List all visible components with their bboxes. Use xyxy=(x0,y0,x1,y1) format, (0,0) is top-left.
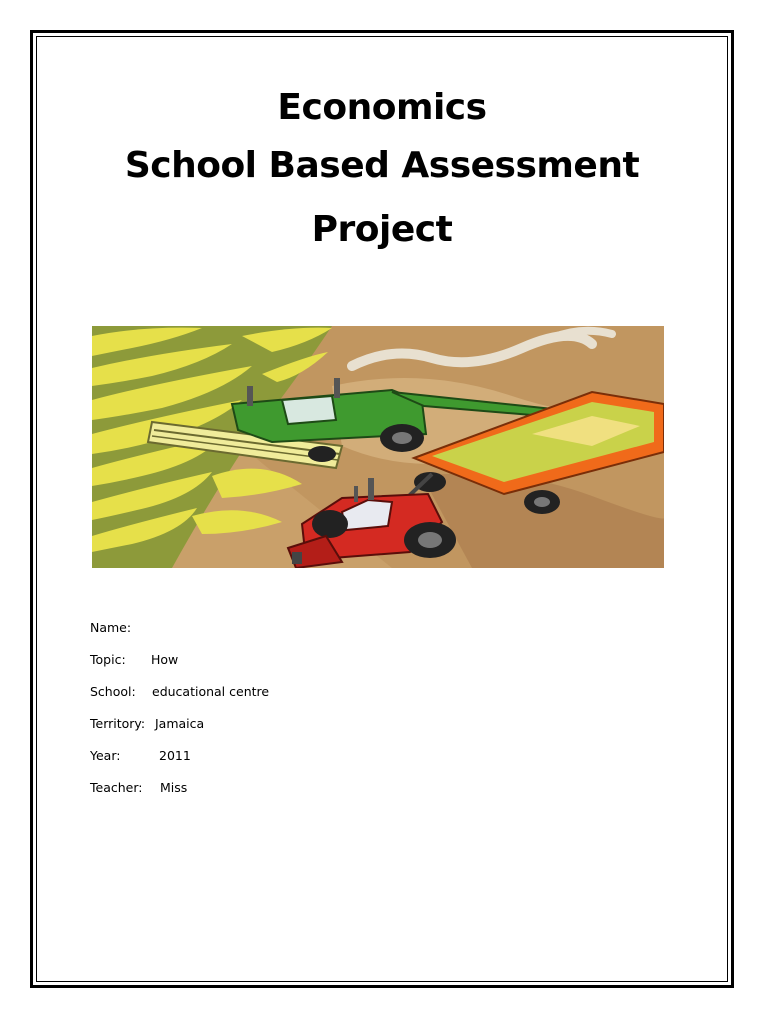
field-school-label: School: xyxy=(90,684,136,699)
title-line-project: Project xyxy=(311,209,453,250)
field-teacher-value: Miss xyxy=(160,780,188,795)
field-teacher-label: Teacher: xyxy=(90,780,143,795)
field-territory-value: Jamaica xyxy=(155,716,205,731)
field-topic-value: How xyxy=(151,652,179,667)
field-topic-label: Topic: xyxy=(90,652,126,667)
field-territory-label: Territory: xyxy=(90,716,146,731)
title-line-sba: School Based Assessment xyxy=(124,145,640,186)
field-school-value: educational centre xyxy=(152,684,270,699)
field-year-value: 2011 xyxy=(159,748,191,763)
harvest-scene-illustration xyxy=(92,326,664,568)
title-line-economics: Economics xyxy=(277,87,487,128)
field-name-label: Name: xyxy=(90,620,132,635)
field-year-label: Year: xyxy=(90,748,121,763)
